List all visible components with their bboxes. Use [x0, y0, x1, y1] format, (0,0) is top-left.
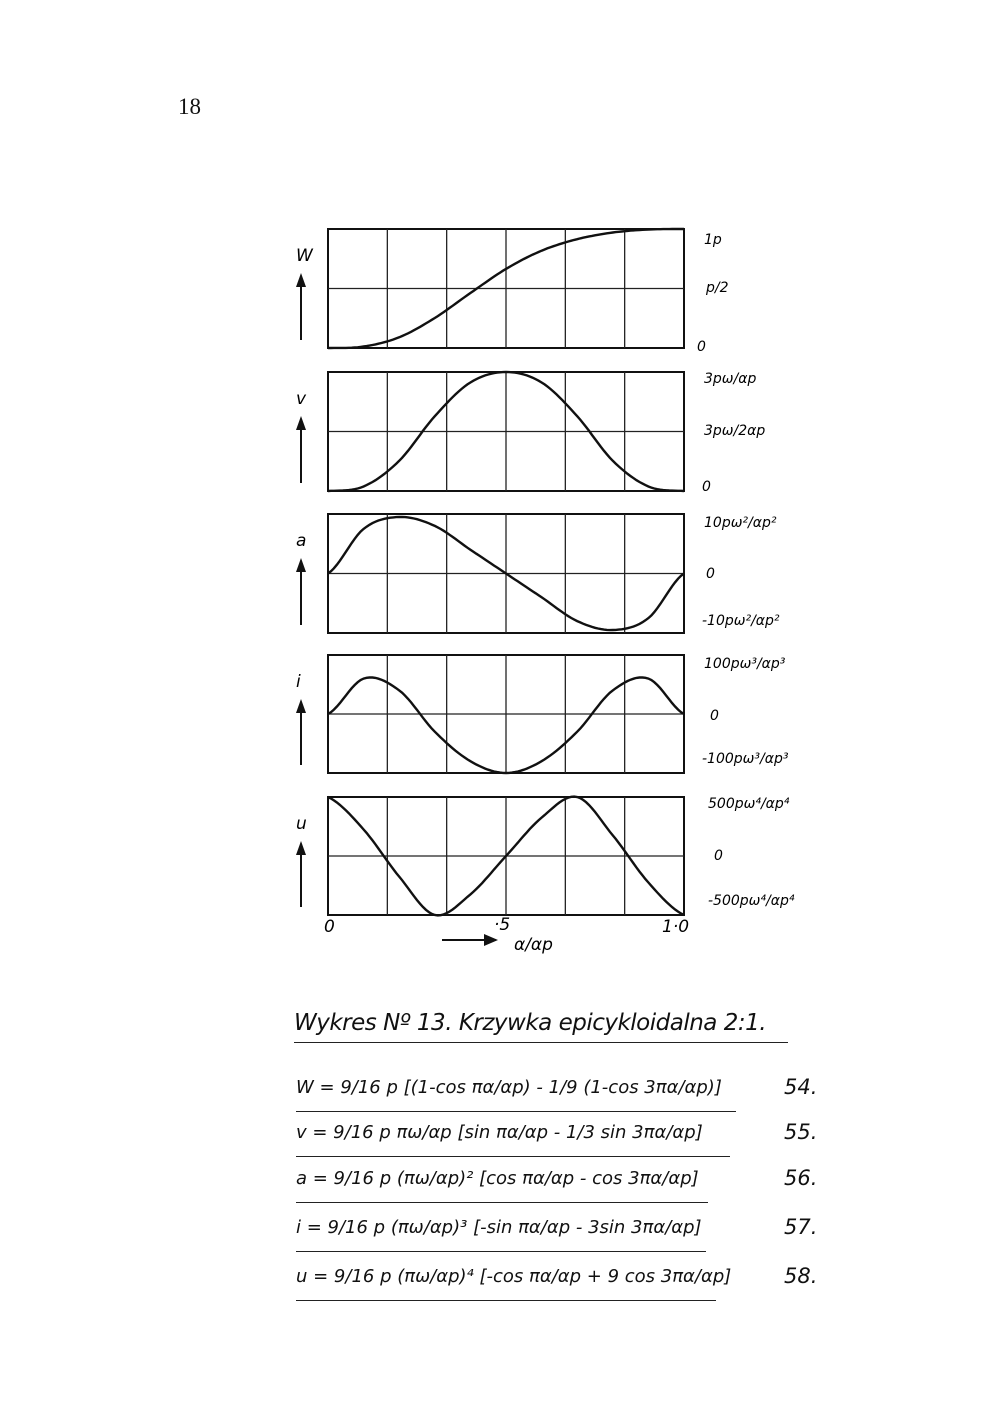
equation-number: 56.	[784, 1166, 818, 1190]
equation-row	[296, 1262, 856, 1304]
right-scale-label: -10pω²/αp²	[702, 613, 780, 629]
caption-text: Wykres Nº 13. Krzywka epicykloidalna 2:1.	[294, 1010, 767, 1036]
chart-panel	[296, 655, 789, 773]
y-axis-label: W	[296, 246, 313, 266]
caption-underline	[294, 1042, 788, 1043]
right-scale-label: 10pω²/αp²	[704, 515, 777, 531]
chart-caption	[294, 1010, 814, 1036]
right-scale-label: 100pω³/αp³	[704, 656, 786, 672]
equation-underline	[296, 1300, 716, 1301]
chart-panel	[296, 229, 729, 355]
equation-text: v = 9/16 p πω/αp [sin πα/αp - 1/3 sin 3πα/αp]	[296, 1122, 703, 1143]
equation-text: i = 9/16 p (πω/αp)³ [-sin πα/αp - 3sin 3πα/αp]	[296, 1217, 702, 1238]
right-scale-label: 0	[714, 848, 723, 864]
equation-text: W = 9/16 p [(1-cos πα/αp) - 1/9 (1-cos 3πα/αp)]	[296, 1077, 722, 1098]
y-axis-arrowhead	[296, 558, 306, 572]
right-scale-label: p/2	[706, 280, 729, 296]
right-scale-label: 0	[702, 479, 711, 495]
equation-number: 54.	[784, 1075, 818, 1099]
y-axis-label: a	[296, 531, 307, 551]
y-axis-arrowhead	[296, 416, 306, 430]
equation-text: a = 9/16 p (πω/αp)² [cos πα/αp - cos 3πα/αp]	[296, 1168, 699, 1189]
x-axis-arrow	[442, 934, 498, 946]
right-scale-label: 0	[697, 339, 706, 355]
x-tick-label: 0	[324, 917, 335, 937]
chart-panel	[296, 796, 795, 915]
page-number: 18	[178, 94, 201, 119]
right-scale-label: -500pω⁴/αp⁴	[708, 893, 795, 909]
equation-number: 57.	[784, 1215, 818, 1239]
chart-panel	[296, 514, 780, 633]
right-scale-label: -100pω³/αp³	[702, 751, 789, 767]
equation-row	[296, 1073, 856, 1115]
y-axis-label: i	[296, 672, 301, 692]
y-axis-label: u	[296, 814, 307, 834]
x-tick-label: 1·0	[662, 917, 690, 937]
right-scale-label: 3pω/αp	[704, 371, 757, 387]
equation-underline	[296, 1156, 730, 1157]
y-axis-arrowhead	[296, 841, 306, 855]
x-axis-label: α/αp	[514, 935, 553, 955]
equation-number: 58.	[784, 1264, 818, 1288]
equation-row	[296, 1118, 856, 1160]
right-scale-label: 3pω/2αp	[704, 423, 766, 439]
equation-row	[296, 1213, 856, 1255]
y-axis-arrowhead	[296, 273, 306, 287]
right-scale-label: 0	[710, 708, 719, 724]
equation-row	[296, 1164, 856, 1206]
right-scale-label: 0	[706, 566, 715, 582]
equation-underline	[296, 1111, 736, 1112]
y-axis-arrowhead	[296, 699, 306, 713]
equation-underline	[296, 1251, 706, 1252]
right-scale-label: 1p	[704, 232, 722, 248]
right-scale-label: 500pω⁴/αp⁴	[708, 796, 790, 812]
equation-number: 55.	[784, 1120, 818, 1144]
chart-panel	[296, 371, 765, 495]
y-axis-label: v	[296, 389, 307, 409]
equation-text: u = 9/16 p (πω/αp)⁴ [-cos πα/αp + 9 cos 3πα/αp]	[296, 1266, 732, 1287]
equation-underline	[296, 1202, 708, 1203]
x-tick-label: ·5	[494, 915, 511, 935]
